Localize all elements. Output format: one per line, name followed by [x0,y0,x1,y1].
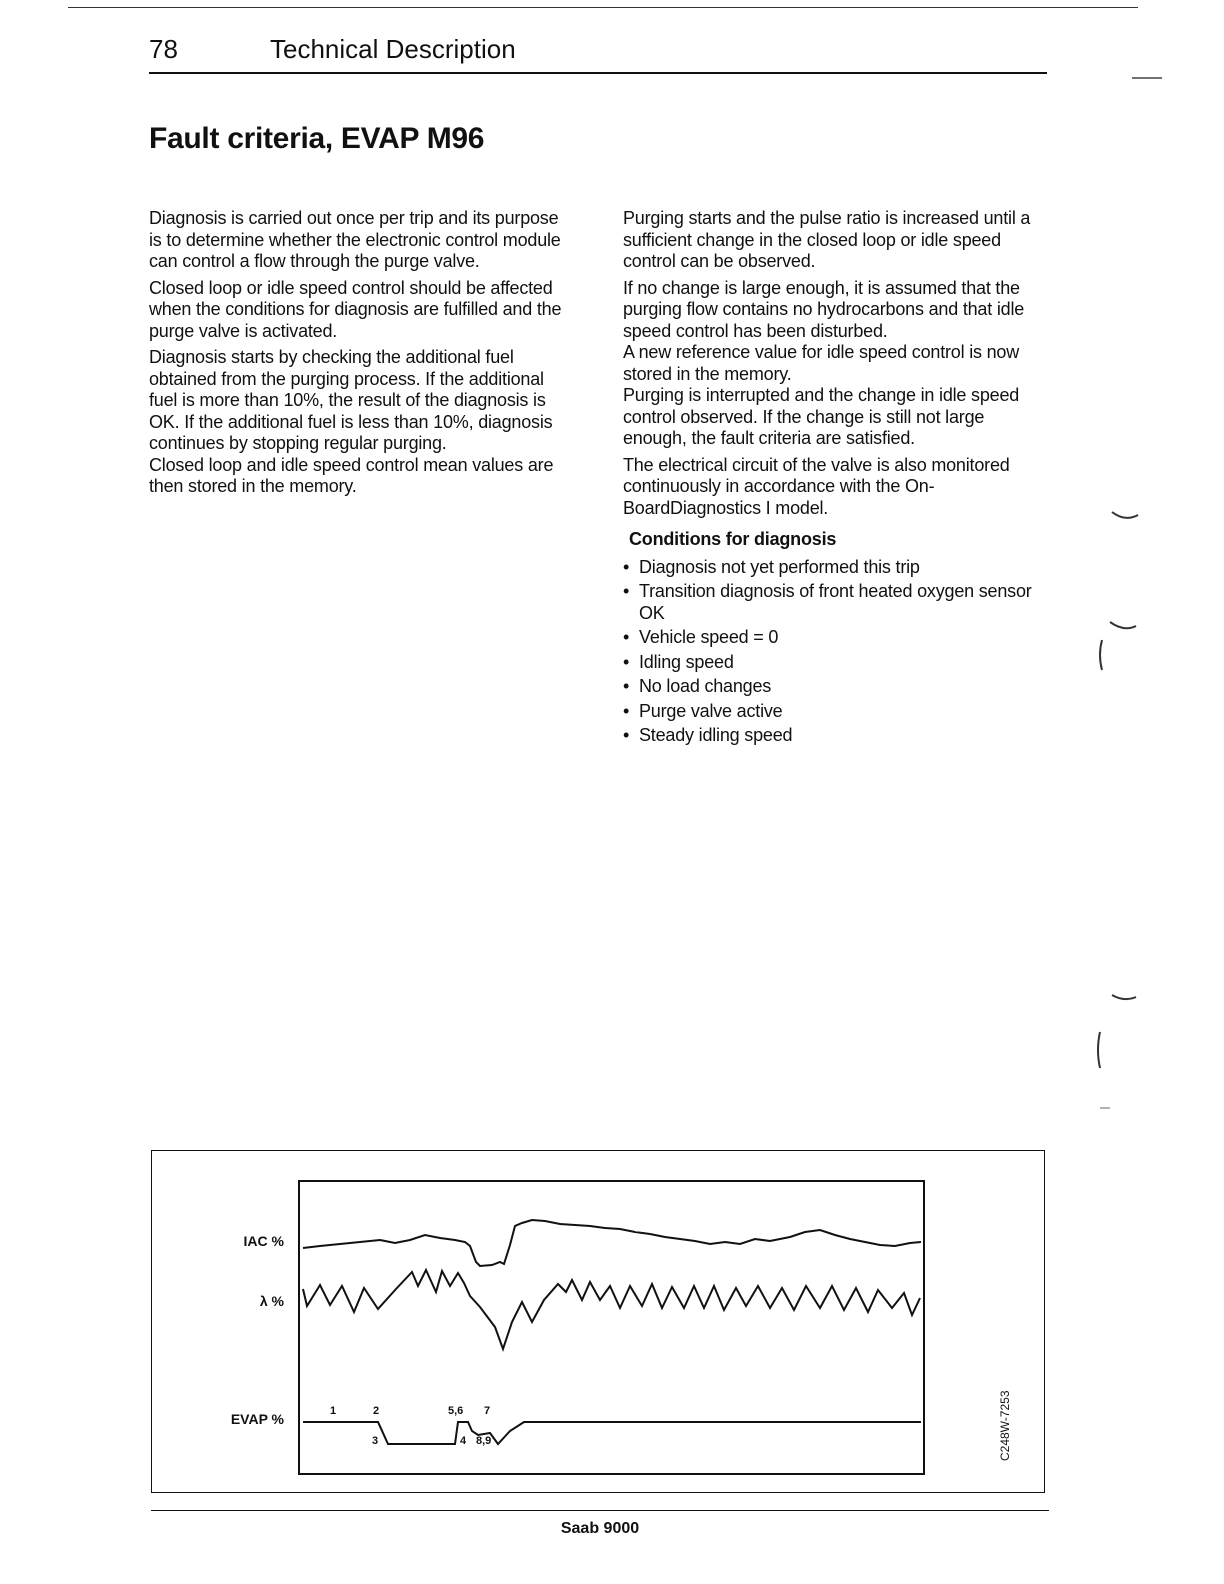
evap-marker-5-6: 5,6 [448,1405,464,1417]
iac-trace [303,1220,921,1266]
conditions-list [623,557,1048,747]
footer-model: Saab 9000 [560,1520,640,1537]
list-item: • Steady idling speed [623,725,1048,747]
list-item: • Transition diagnosis of front heated oxygen sensor OK [623,581,1048,624]
scan-edge-marks [1080,60,1170,1120]
lambda-label: λ % [259,1293,284,1309]
signal-traces [300,1182,923,1473]
list-item: • Idling speed [623,652,1048,674]
figure-id: C248W-7253 [998,1390,1012,1461]
page-number: 78 [149,34,178,64]
iac-label: IAC % [243,1233,284,1249]
paragraph: If no change is large enough, it is assumed that the purging flow contains no hydrocarbons and that idle speed control has been disturbed. [623,277,1025,341]
paragraph: The electrical circuit of the valve is also monitored continuously in accordance with the On-BoardDiagnostics I model. [623,454,1010,518]
evap-marker-7: 7 [484,1405,491,1417]
evap-marker-1: 1 [330,1405,337,1417]
list-item: • No load changes [623,676,1048,698]
right-column [623,208,1048,750]
evap-label: EVAP % [230,1411,284,1427]
signal-plot [298,1180,925,1475]
evap-diagnosis-figure [151,1150,1045,1493]
lambda-trace [303,1270,920,1349]
evap-marker-8-9: 8,9 [476,1435,492,1447]
left-column [149,208,574,503]
conditions-heading: Conditions for diagnosis [629,529,837,549]
evap-marker-2: 2 [373,1405,380,1417]
list-item: • Diagnosis not yet performed this trip [623,557,1048,579]
evap-trace [303,1422,921,1444]
paragraph: Diagnosis starts by checking the additional fuel obtained from the purging process. If the additional fuel is more than 10%, the result of the diagnosis is OK. If the additional fuel is less than 10%, diagnosis continues by stopping regular purging. [149,347,553,453]
paragraph: Purging is interrupted and the change in idle speed control observed. If the change is still not large enough, the fault criteria are satisfied. [623,385,1020,448]
footer-rule [151,1510,1049,1511]
paragraph: Purging starts and the pulse ratio is increased until a sufficient change in the closed loop or idle speed control can be observed. [623,208,1031,271]
paragraph: A new reference value for idle speed control is now stored in the memory. [623,342,1020,384]
evap-marker-4: 4 [460,1435,467,1447]
page-title: Fault criteria, EVAP M96 [149,122,485,155]
paragraph: Closed loop and idle speed control mean values are then stored in the memory. [149,454,554,496]
running-title: Technical Description [270,34,516,64]
evap-marker-3: 3 [372,1435,379,1447]
paragraph: Diagnosis is carried out once per trip and its purpose is to determine whether the electronic control module can control a flow through the purge valve. [149,208,561,271]
page-header [149,30,1047,74]
top-rule [68,7,1138,8]
paragraph: Closed loop or idle speed control should be affected when the conditions for diagnosis are fulfilled and the purge valve is activated. [149,277,562,341]
list-item: • Purge valve active [623,701,1048,723]
list-item: • Vehicle speed = 0 [623,627,1048,649]
